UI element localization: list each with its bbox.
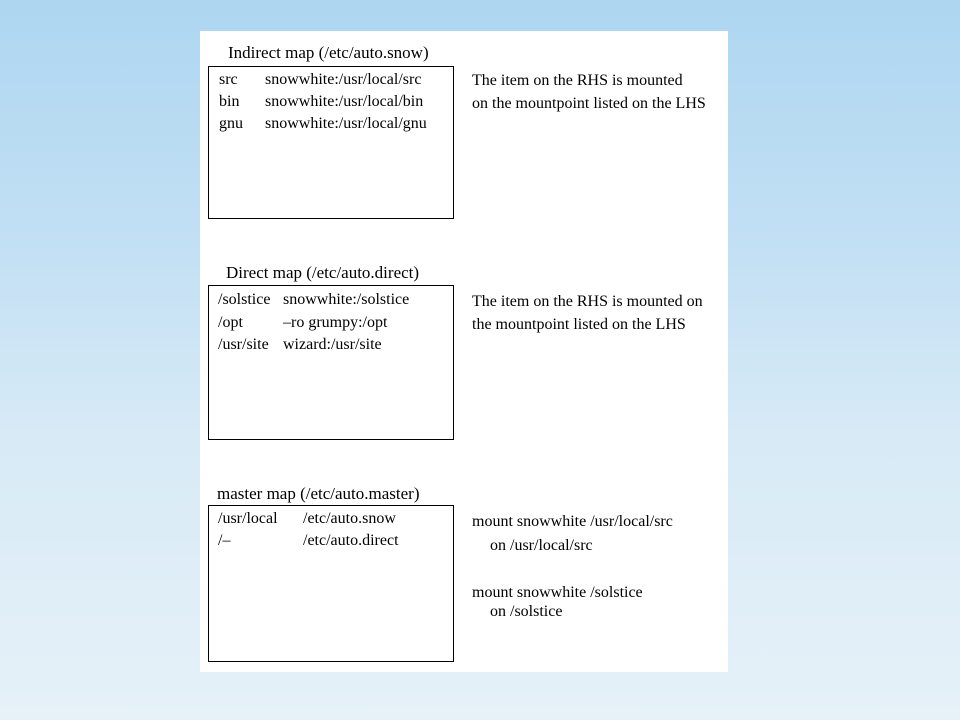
master-note1-line2: on /usr/local/src (490, 537, 593, 554)
direct-value-opt: –ro grumpy:/opt (283, 314, 388, 331)
direct-value-solstice: snowwhite:/solstice (283, 291, 410, 308)
master-note1-line1: mount snowwhite /usr/local/src (472, 513, 673, 530)
master-value-auto-snow: /etc/auto.snow (303, 510, 396, 527)
master-map-title: master map (/etc/auto.master) (217, 484, 420, 503)
indirect-key-bin: bin (219, 93, 240, 110)
indirect-map-title: Indirect map (/etc/auto.snow) (228, 43, 429, 62)
master-note2-line2: on /solstice (490, 603, 563, 620)
slide-panel (200, 31, 728, 672)
master-key-usr-local: /usr/local (218, 510, 278, 527)
direct-map-title: Direct map (/etc/auto.direct) (226, 263, 420, 282)
direct-value-usr-site: wizard:/usr/site (283, 336, 382, 353)
indirect-note-line2: on the mountpoint listed on the LHS (472, 95, 706, 112)
direct-key-opt: /opt (218, 314, 243, 331)
indirect-value-src: snowwhite:/usr/local/src (265, 71, 422, 88)
master-value-auto-direct: /etc/auto.direct (303, 532, 399, 549)
indirect-map-box (208, 66, 454, 219)
direct-note-line1: The item on the RHS is mounted on (472, 293, 703, 310)
direct-key-solstice: /solstice (218, 291, 271, 308)
direct-key-usr-site: /usr/site (218, 336, 269, 353)
indirect-value-gnu: snowwhite:/usr/local/gnu (265, 115, 427, 132)
master-key-root: /– (218, 532, 231, 549)
direct-note-line2: the mountpoint listed on the LHS (472, 316, 686, 333)
master-note2-line1: mount snowwhite /solstice (472, 584, 643, 601)
indirect-value-bin: snowwhite:/usr/local/bin (265, 93, 424, 110)
master-map-box (208, 505, 454, 662)
indirect-key-src: src (219, 71, 238, 88)
indirect-key-gnu: gnu (219, 115, 243, 132)
direct-map-box (208, 285, 454, 440)
indirect-note-line1: The item on the RHS is mounted (472, 72, 683, 89)
